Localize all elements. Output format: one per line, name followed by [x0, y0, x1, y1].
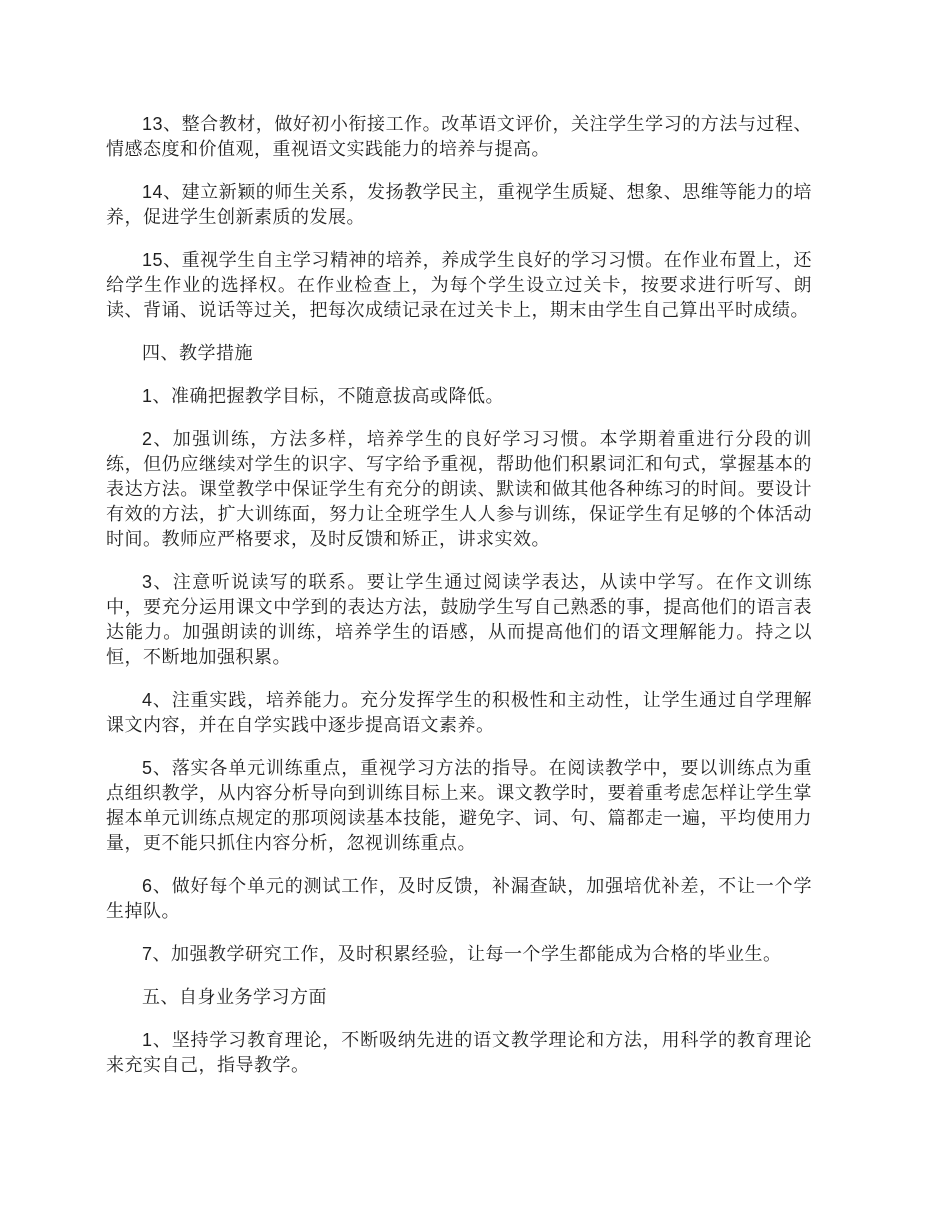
paragraph-15: 15、重视学生自主学习精神的培养，养成学生良好的学习习惯。在作业布置上，还给学生作业的选择权。在作业检查上，为每个学生设立过关卡，按要求进行听写、朗读、背诵、说话等过关，把每次成绩记录在过关卡上，期末由学生自己算出平时成绩。 [106, 250, 812, 320]
paragraph-measures-1: 1、准确把握教学目标，不随意拔高或降低。 [142, 386, 505, 406]
paragraph-measures-7: 7、加强教学研究工作，及时积累经验，让每一个学生都能成为合格的毕业生。 [142, 944, 782, 964]
document-body [106, 112, 812, 1078]
section-heading-5: 五、自身业务学习方面 [142, 987, 327, 1007]
paragraph-14: 14、建立新颖的师生关系，发扬教学民主，重视学生质疑、想象、思维等能力的培养，促进学生创新素质的发展。 [106, 182, 812, 227]
paragraph-measures-4: 4、注重实践，培养能力。充分发挥学生的积极性和主动性，让学生通过自学理解课文内容，并在自学实践中逐步提高语文素养。 [106, 690, 812, 735]
section-heading-4: 四、教学措施 [142, 343, 253, 363]
paragraph-measures-2: 2、加强训练，方法多样，培养学生的良好学习习惯。本学期着重进行分段的训练，但仍应继续对学生的识字、写字给予重视，帮助他们积累词汇和句式，掌握基本的表达方法。课堂教学中保证学生有充分的朗读、默读和做其他各种练习的时间。要设计有效的方法，扩大训练面，努力让全班学生人人参与训练，保证学生有足够的个体活动时间。教师应严格要求，及时反馈和矫正，讲求实效。 [106, 429, 812, 549]
paragraph-measures-6: 6、做好每个单元的测试工作，及时反馈，补漏查缺，加强培优补差，不让一个学生掉队。 [106, 876, 812, 921]
paragraph-13: 13、整合教材，做好初小衔接工作。改革语文评价，关注学生学习的方法与过程、情感态度和价值观，重视语文实践能力的培养与提高。 [106, 114, 812, 159]
paragraph-measures-5: 5、落实各单元训练重点，重视学习方法的指导。在阅读教学中，要以训练点为重点组织教学，从内容分析导向到训练目标上来。课文教学时，要着重考虑怎样让学生掌握本单元训练点规定的那项阅读基本技能，避免字、词、句、篇都走一遍，平均使用力量，更不能只抓住内容分析，忽视训练重点。 [106, 758, 812, 853]
paragraph-self-study-1: 1、坚持学习教育理论，不断吸纳先进的语文教学理论和方法，用科学的教育理论来充实自己，指导教学。 [106, 1030, 812, 1075]
paragraph-measures-3: 3、注意听说读写的联系。要让学生通过阅读学表达，从读中学写。在作文训练中，要充分运用课文中学到的表达方法，鼓励学生写自己熟悉的事，提高他们的语言表达能力。加强朗读的训练，培养学生的语感，从而提高他们的语文理解能力。持之以恒，不断地加强积累。 [106, 572, 812, 667]
